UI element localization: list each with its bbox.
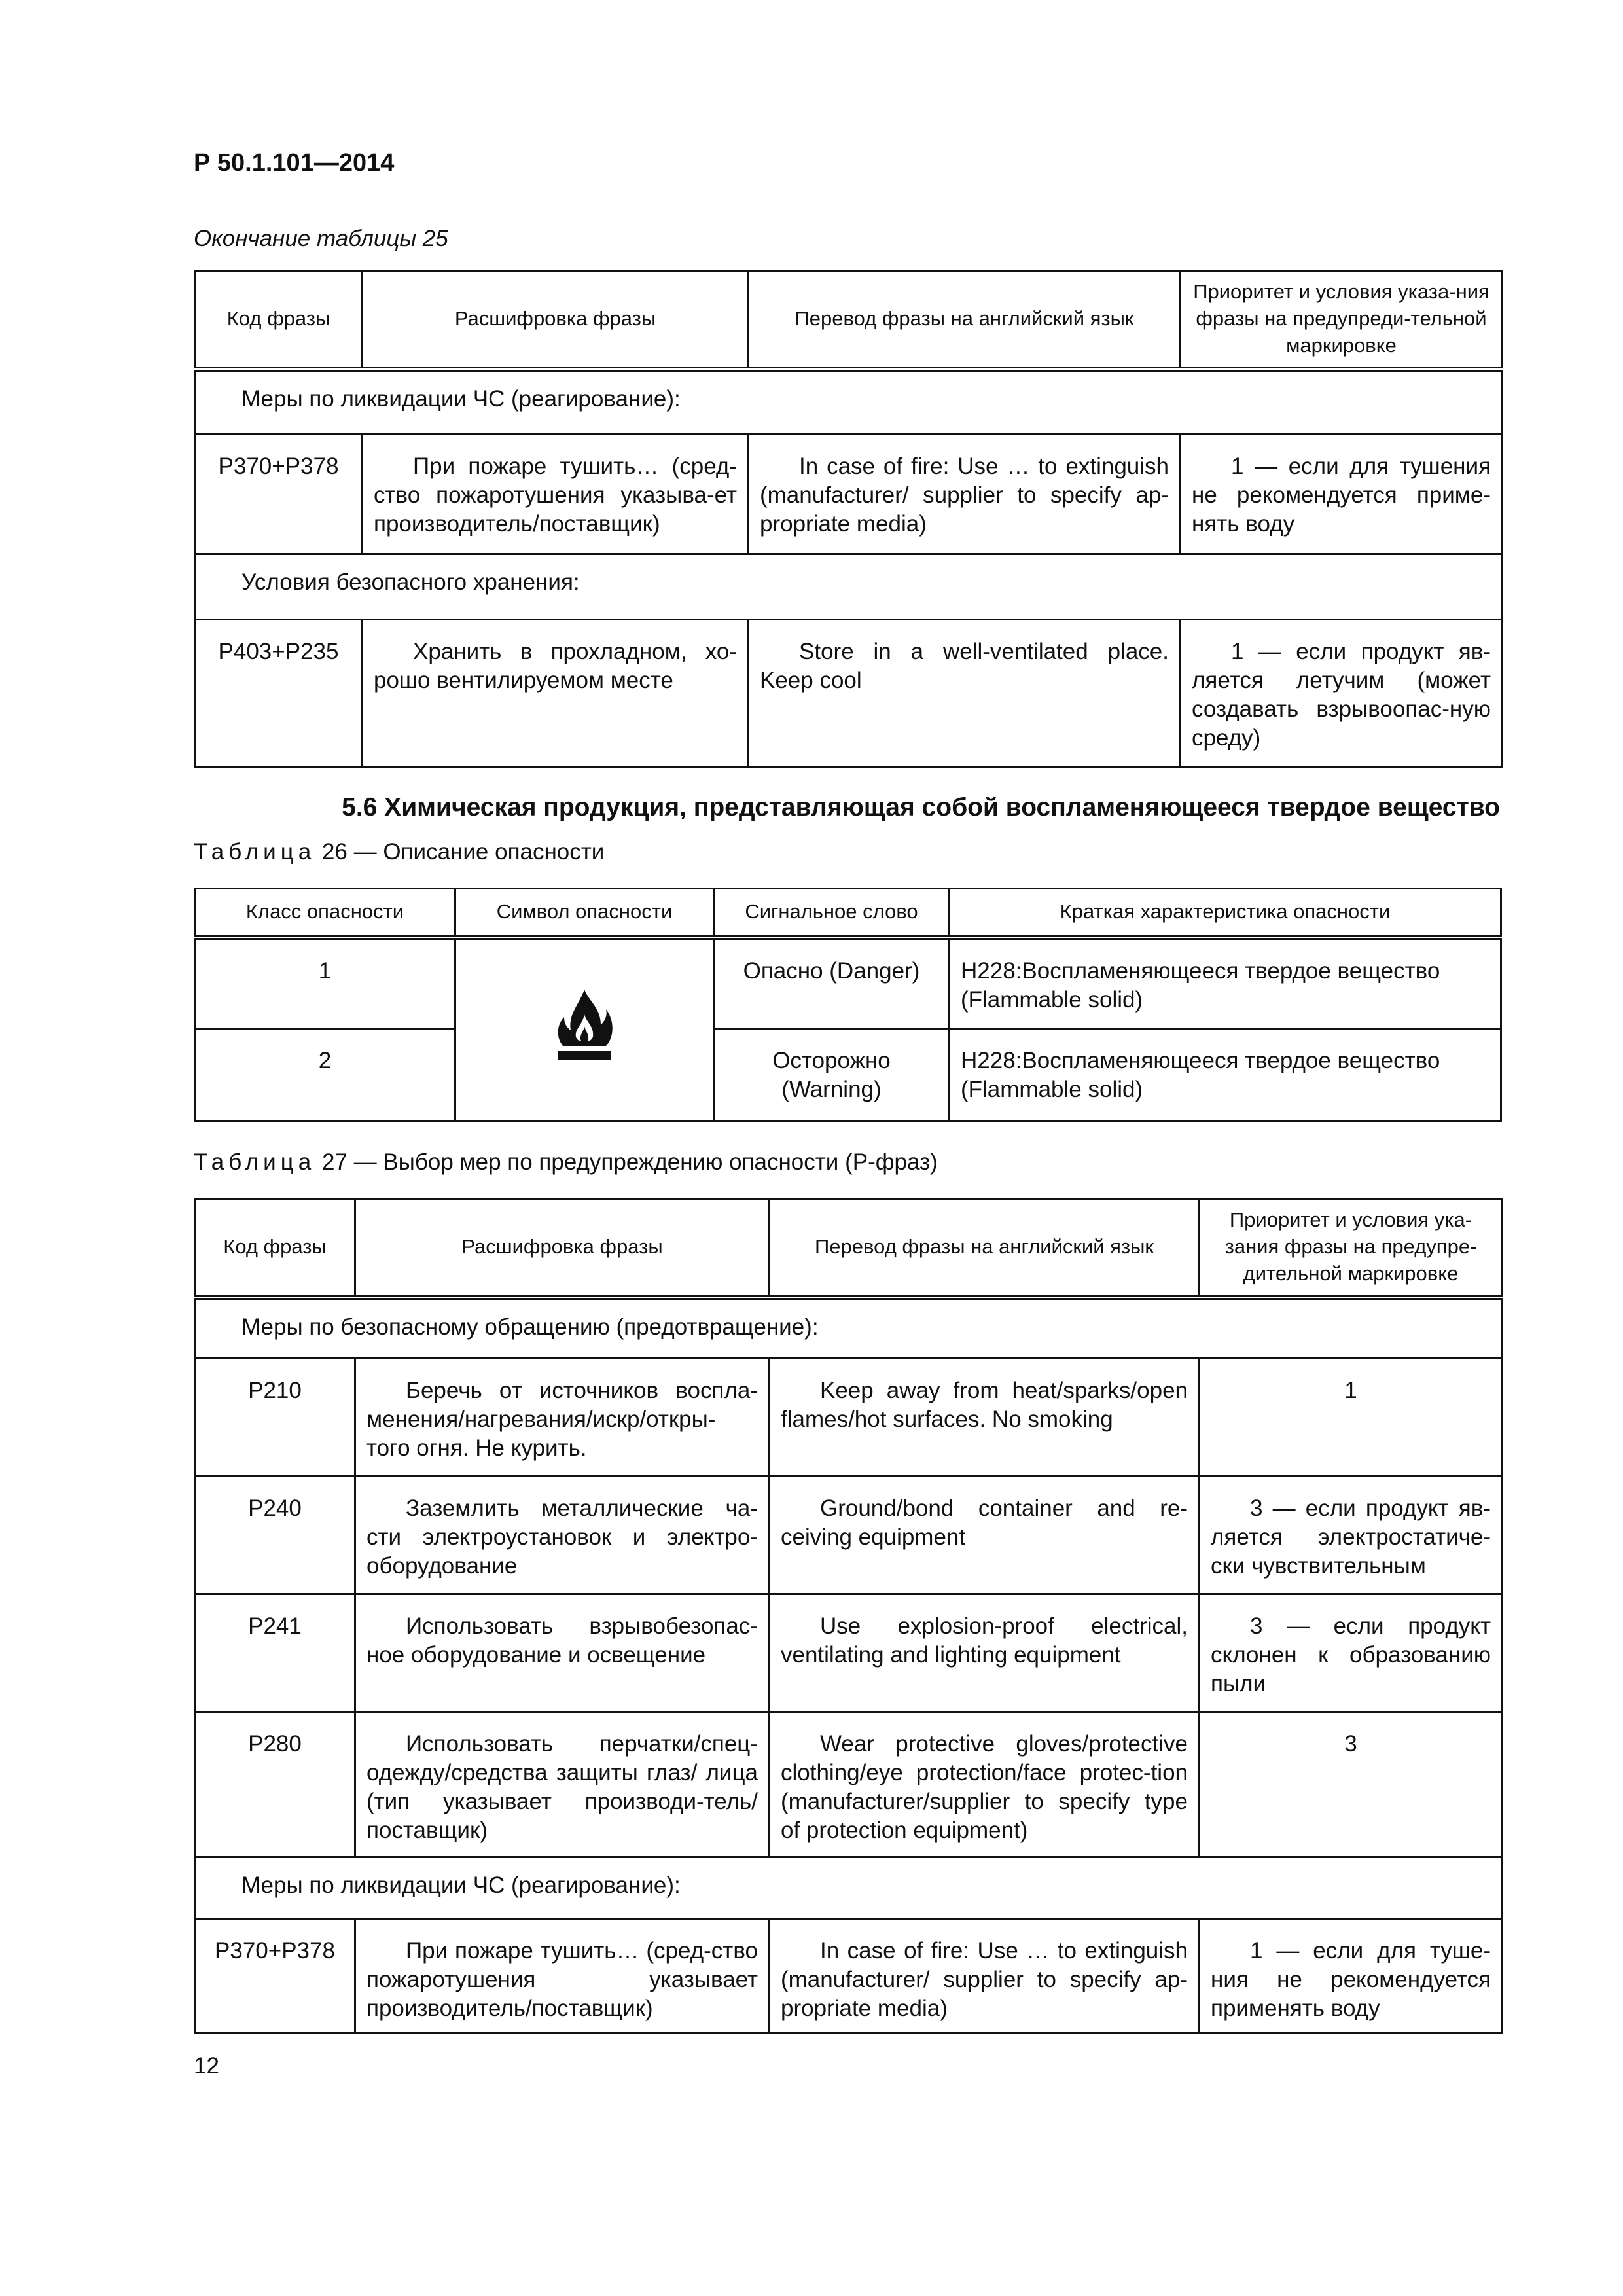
phrase-meaning: Заземлить металлические ча-сти электроустановок и электро-оборудование bbox=[355, 1477, 770, 1594]
priority-condition: 1 — если для туше-ния не рекомендуется применять воду bbox=[1200, 1919, 1503, 2034]
header-priority: Приоритет и условия указа-ния фразы на предупреди-тельной маркировке bbox=[1181, 271, 1503, 369]
english-translation: Keep away from heat/sparks/open flames/hot surfaces. No smoking bbox=[770, 1359, 1200, 1477]
header-hazard-description: Краткая характеристика опасности bbox=[950, 889, 1501, 937]
group-row: Меры по ликвидации ЧС (реагирование): bbox=[195, 1857, 1503, 1919]
phrase-code: P370+P378 bbox=[195, 435, 363, 554]
table-27-caption bbox=[194, 1149, 938, 1175]
phrase-meaning: При пожаре тушить… (сред-ство пожаротушения указыва-ет производитель/поставщик) bbox=[363, 435, 749, 554]
table-26 bbox=[194, 888, 1502, 1122]
phrase-code: P280 bbox=[195, 1712, 355, 1857]
table-row bbox=[195, 1712, 1503, 1857]
phrase-code: P370+P378 bbox=[195, 1919, 355, 2034]
phrase-code: P210 bbox=[195, 1359, 355, 1477]
priority-condition: 3 bbox=[1200, 1712, 1503, 1857]
header-priority: Приоритет и условия ука-зания фразы на предупре-дительной маркировке bbox=[1200, 1199, 1503, 1297]
table-title: 27 — Выбор мер по предупреждению опасности (Р-фраз) bbox=[315, 1149, 938, 1175]
header-hazard-symbol: Символ опасности bbox=[455, 889, 714, 937]
hazard-description: H228:Воспламеняющееся твердое вещество (Flammable solid) bbox=[950, 937, 1501, 1029]
phrase-code: P241 bbox=[195, 1594, 355, 1712]
phrase-code: P240 bbox=[195, 1477, 355, 1594]
table-25 bbox=[194, 270, 1503, 768]
header-hazard-class: Класс опасности bbox=[195, 889, 455, 937]
table-row bbox=[195, 1594, 1503, 1712]
table-label: Таблица bbox=[194, 1149, 316, 1175]
table-row bbox=[195, 1919, 1503, 2034]
flame-icon bbox=[555, 987, 614, 1066]
table-27 bbox=[194, 1198, 1503, 2034]
english-translation: Use explosion-proof electrical, ventilating and lighting equipment bbox=[770, 1594, 1200, 1712]
phrase-meaning: Использовать перчатки/спец-одежду/средства защиты глаз/ лица (тип указывает производи-тель/поставщик) bbox=[355, 1712, 770, 1857]
table-26-caption bbox=[194, 839, 604, 865]
hazard-class: 2 bbox=[195, 1029, 455, 1121]
table-25-continuation-caption: Окончание таблицы 25 bbox=[194, 226, 448, 251]
group-row: Условия безопасного хранения: bbox=[195, 554, 1503, 620]
table-row bbox=[195, 435, 1503, 554]
english-translation: Store in a well-ventilated place. Keep cool bbox=[749, 620, 1181, 767]
phrase-meaning: При пожаре тушить… (сред-ство пожаротушения указывает производитель/поставщик) bbox=[355, 1919, 770, 2034]
english-translation: In case of fire: Use … to extinguish (manufacturer/ supplier to specify ap-propriate media) bbox=[770, 1919, 1200, 2034]
english-translation: In case of fire: Use … to extinguish (manufacturer/ supplier to specify ap-propriate media) bbox=[749, 435, 1181, 554]
phrase-meaning: Хранить в прохладном, хо-рошо вентилируемом месте bbox=[363, 620, 749, 767]
priority-condition: 1 — если продукт яв-ляется летучим (может создавать взрывоопас-ную среду) bbox=[1181, 620, 1503, 767]
table-row bbox=[195, 1477, 1503, 1594]
hazard-class: 1 bbox=[195, 937, 455, 1029]
table-row bbox=[195, 1359, 1503, 1477]
priority-condition: 3 — если продукт склонен к образованию пыли bbox=[1200, 1594, 1503, 1712]
header-english-translation: Перевод фразы на английский язык bbox=[749, 271, 1181, 369]
phrase-meaning: Использовать взрывобезопас-ное оборудование и освещение bbox=[355, 1594, 770, 1712]
signal-word: Опасно (Danger) bbox=[714, 937, 950, 1029]
document-code: Р 50.1.101—2014 bbox=[194, 149, 395, 177]
table-title: 26 — Описание опасности bbox=[315, 839, 605, 865]
table-row bbox=[195, 1029, 1501, 1121]
table-row bbox=[195, 620, 1503, 767]
header-signal-word: Сигнальное слово bbox=[714, 889, 950, 937]
hazard-description: H228:Воспламеняющееся твердое вещество (Flammable solid) bbox=[950, 1029, 1501, 1121]
section-heading: 5.6 Химическая продукция, представляющая собой воспламеняющееся твердое вещество bbox=[342, 793, 1500, 821]
header-phrase-meaning: Расшифровка фразы bbox=[363, 271, 749, 369]
priority-condition: 1 — если для тушения не рекомендуется приме-нять воду bbox=[1181, 435, 1503, 554]
hazard-symbol-cell bbox=[455, 937, 714, 1121]
phrase-meaning: Беречь от источников воспла-менения/нагревания/искр/откры-того огня. Не курить. bbox=[355, 1359, 770, 1477]
signal-word: Осторожно (Warning) bbox=[714, 1029, 950, 1121]
group-row: Меры по безопасному обращению (предотвращение): bbox=[195, 1297, 1503, 1359]
header-phrase-code: Код фразы bbox=[195, 271, 363, 369]
header-phrase-meaning: Расшифровка фразы bbox=[355, 1199, 770, 1297]
group-row: Меры по ликвидации ЧС (реагирование): bbox=[195, 369, 1503, 435]
page-number: 12 bbox=[194, 2053, 219, 2079]
header-english-translation: Перевод фразы на английский язык bbox=[770, 1199, 1200, 1297]
table-row bbox=[195, 937, 1501, 1029]
phrase-code: P403+P235 bbox=[195, 620, 363, 767]
english-translation: Ground/bond container and re-ceiving equipment bbox=[770, 1477, 1200, 1594]
priority-condition: 3 — если продукт яв-ляется электростатиче-ски чувствительным bbox=[1200, 1477, 1503, 1594]
priority-condition: 1 bbox=[1200, 1359, 1503, 1477]
table-label: Таблица bbox=[194, 839, 316, 865]
header-phrase-code: Код фразы bbox=[195, 1199, 355, 1297]
english-translation: Wear protective gloves/protective clothing/eye protection/face protec-tion (manufacturer/supplier to specify type of protection equipment) bbox=[770, 1712, 1200, 1857]
